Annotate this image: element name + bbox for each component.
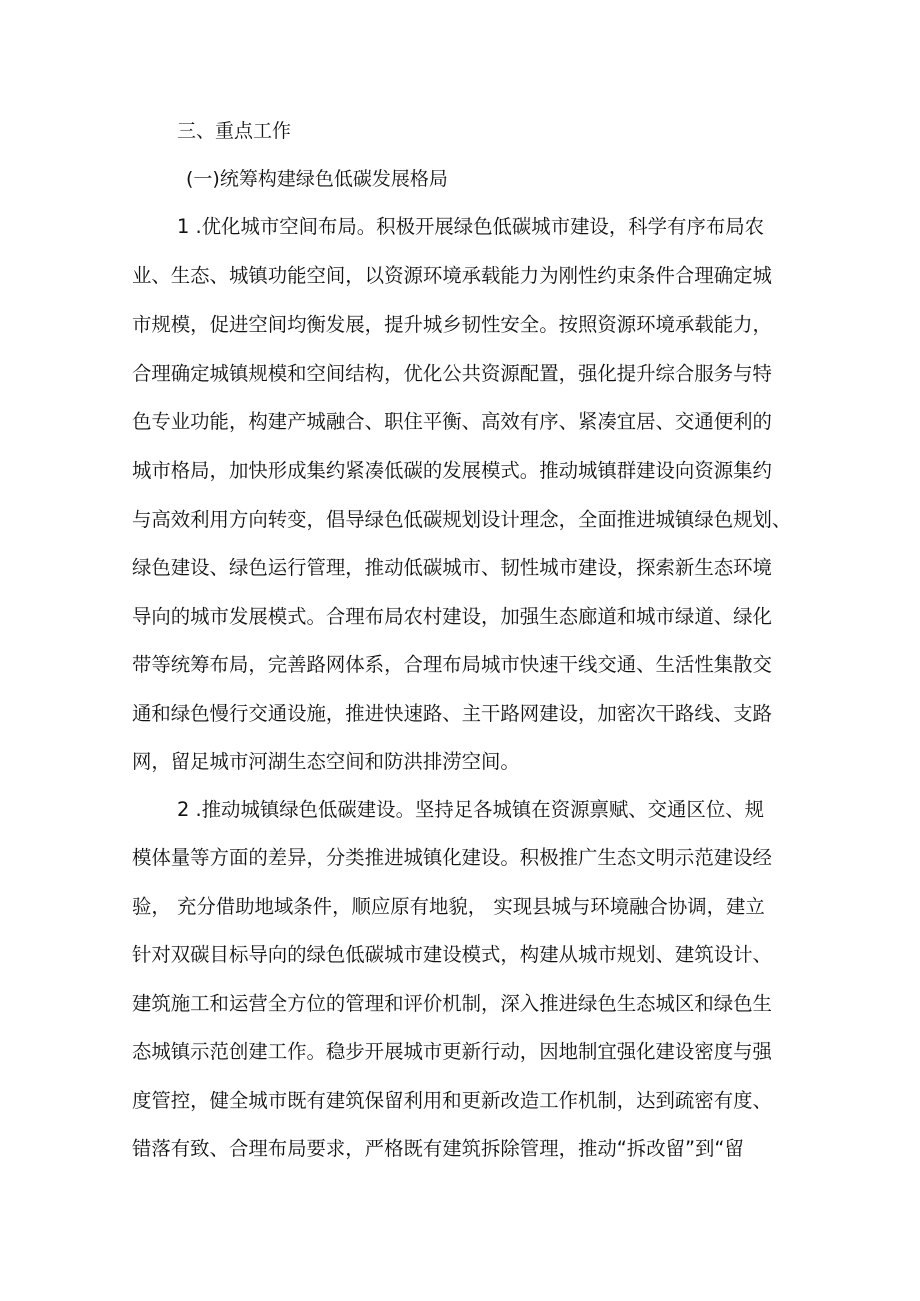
paragraph-2-line: 针对双碳目标导向的绿色低碳城市建设模式，构建从城市规划、建筑设计、: [132, 943, 772, 966]
paragraph-2-line: 度管控，健全城市既有建筑保留利用和更新改造工作机制，达到疏密有度、: [132, 1089, 772, 1112]
paragraph-1-line: 市规模，促进空间均衡发展，提升城乡韧性安全。按照资源环境承载能力，: [132, 313, 772, 336]
paragraph-2-line: 错落有致、合理布局要求，严格既有建筑拆除管理，推动“拆改留”到“留: [132, 1137, 744, 1160]
paragraph-1-line: 业、生态、城镇功能空间，以资源环境承载能力为刚性约束条件合理确定城: [132, 264, 772, 287]
paragraph-1-line: 绿色建设、绿色运行管理，推动低碳城市、韧性城市建设，探索新生态环境: [132, 556, 772, 579]
paragraph-2-line: 模体量等方面的差异，分类推进城镇化建设。积极推广生态文明示范建设经: [132, 846, 772, 869]
paragraph-1-line: 城市格局，加快形成集约紧凑低碳的发展模式。推动城镇群建设向资源集约: [132, 459, 772, 482]
subsection-heading: (一)统筹构建绿色低碳发展格局: [186, 168, 448, 190]
paragraph-1-line: 合理确定城镇规模和空间结构，优化公共资源配置，强化提升综合服务与特: [132, 362, 772, 385]
paragraph-1-line: 带等统筹布局，完善路网体系，合理布局城市快速干线交通、生活性集散交: [132, 653, 772, 676]
paragraph-1-line: 色专业功能，构建产城融合、职住平衡、高效有序、紧凑宜居、交通便利的: [132, 410, 772, 433]
paragraph-1-line: 网，留足城市河湖生态空间和防洪排涝空间。: [132, 750, 520, 773]
paragraph-1-line: 与高效利用方向转变，倡导绿色低碳规划设计理念，全面推进城镇绿色规划、: [132, 508, 792, 531]
section-heading: 三、重点工作: [177, 120, 292, 142]
paragraph-2-line: 态城镇示范创建工作。稳步开展城市更新行动，因地制宜强化建设密度与强: [132, 1040, 772, 1063]
paragraph-1-line: 导向的城市发展模式。合理布局农村建设，加强生态廊道和城市绿道、绿化: [132, 605, 772, 628]
paragraph-1-line: 通和绿色慢行交通设施，推进快速路、主干路网建设，加密次干路线、支路: [132, 702, 772, 725]
paragraph-2-line: 2 .推动城镇绿色低碳建设。坚持足各城镇在资源禀赋、交通区位、规: [177, 798, 764, 821]
paragraph-1-line: 1 .优化城市空间布局。积极开展绿色低碳城市建设，科学有序布局农: [177, 215, 764, 238]
paragraph-2-line: 验， 充分借助地域条件，顺应原有地貌， 实现县城与环境融合协调，建立: [132, 895, 765, 918]
paragraph-2-line: 建筑施工和运营全方位的管理和评价机制，深入推进绿色生态城区和绿色生: [132, 992, 772, 1015]
